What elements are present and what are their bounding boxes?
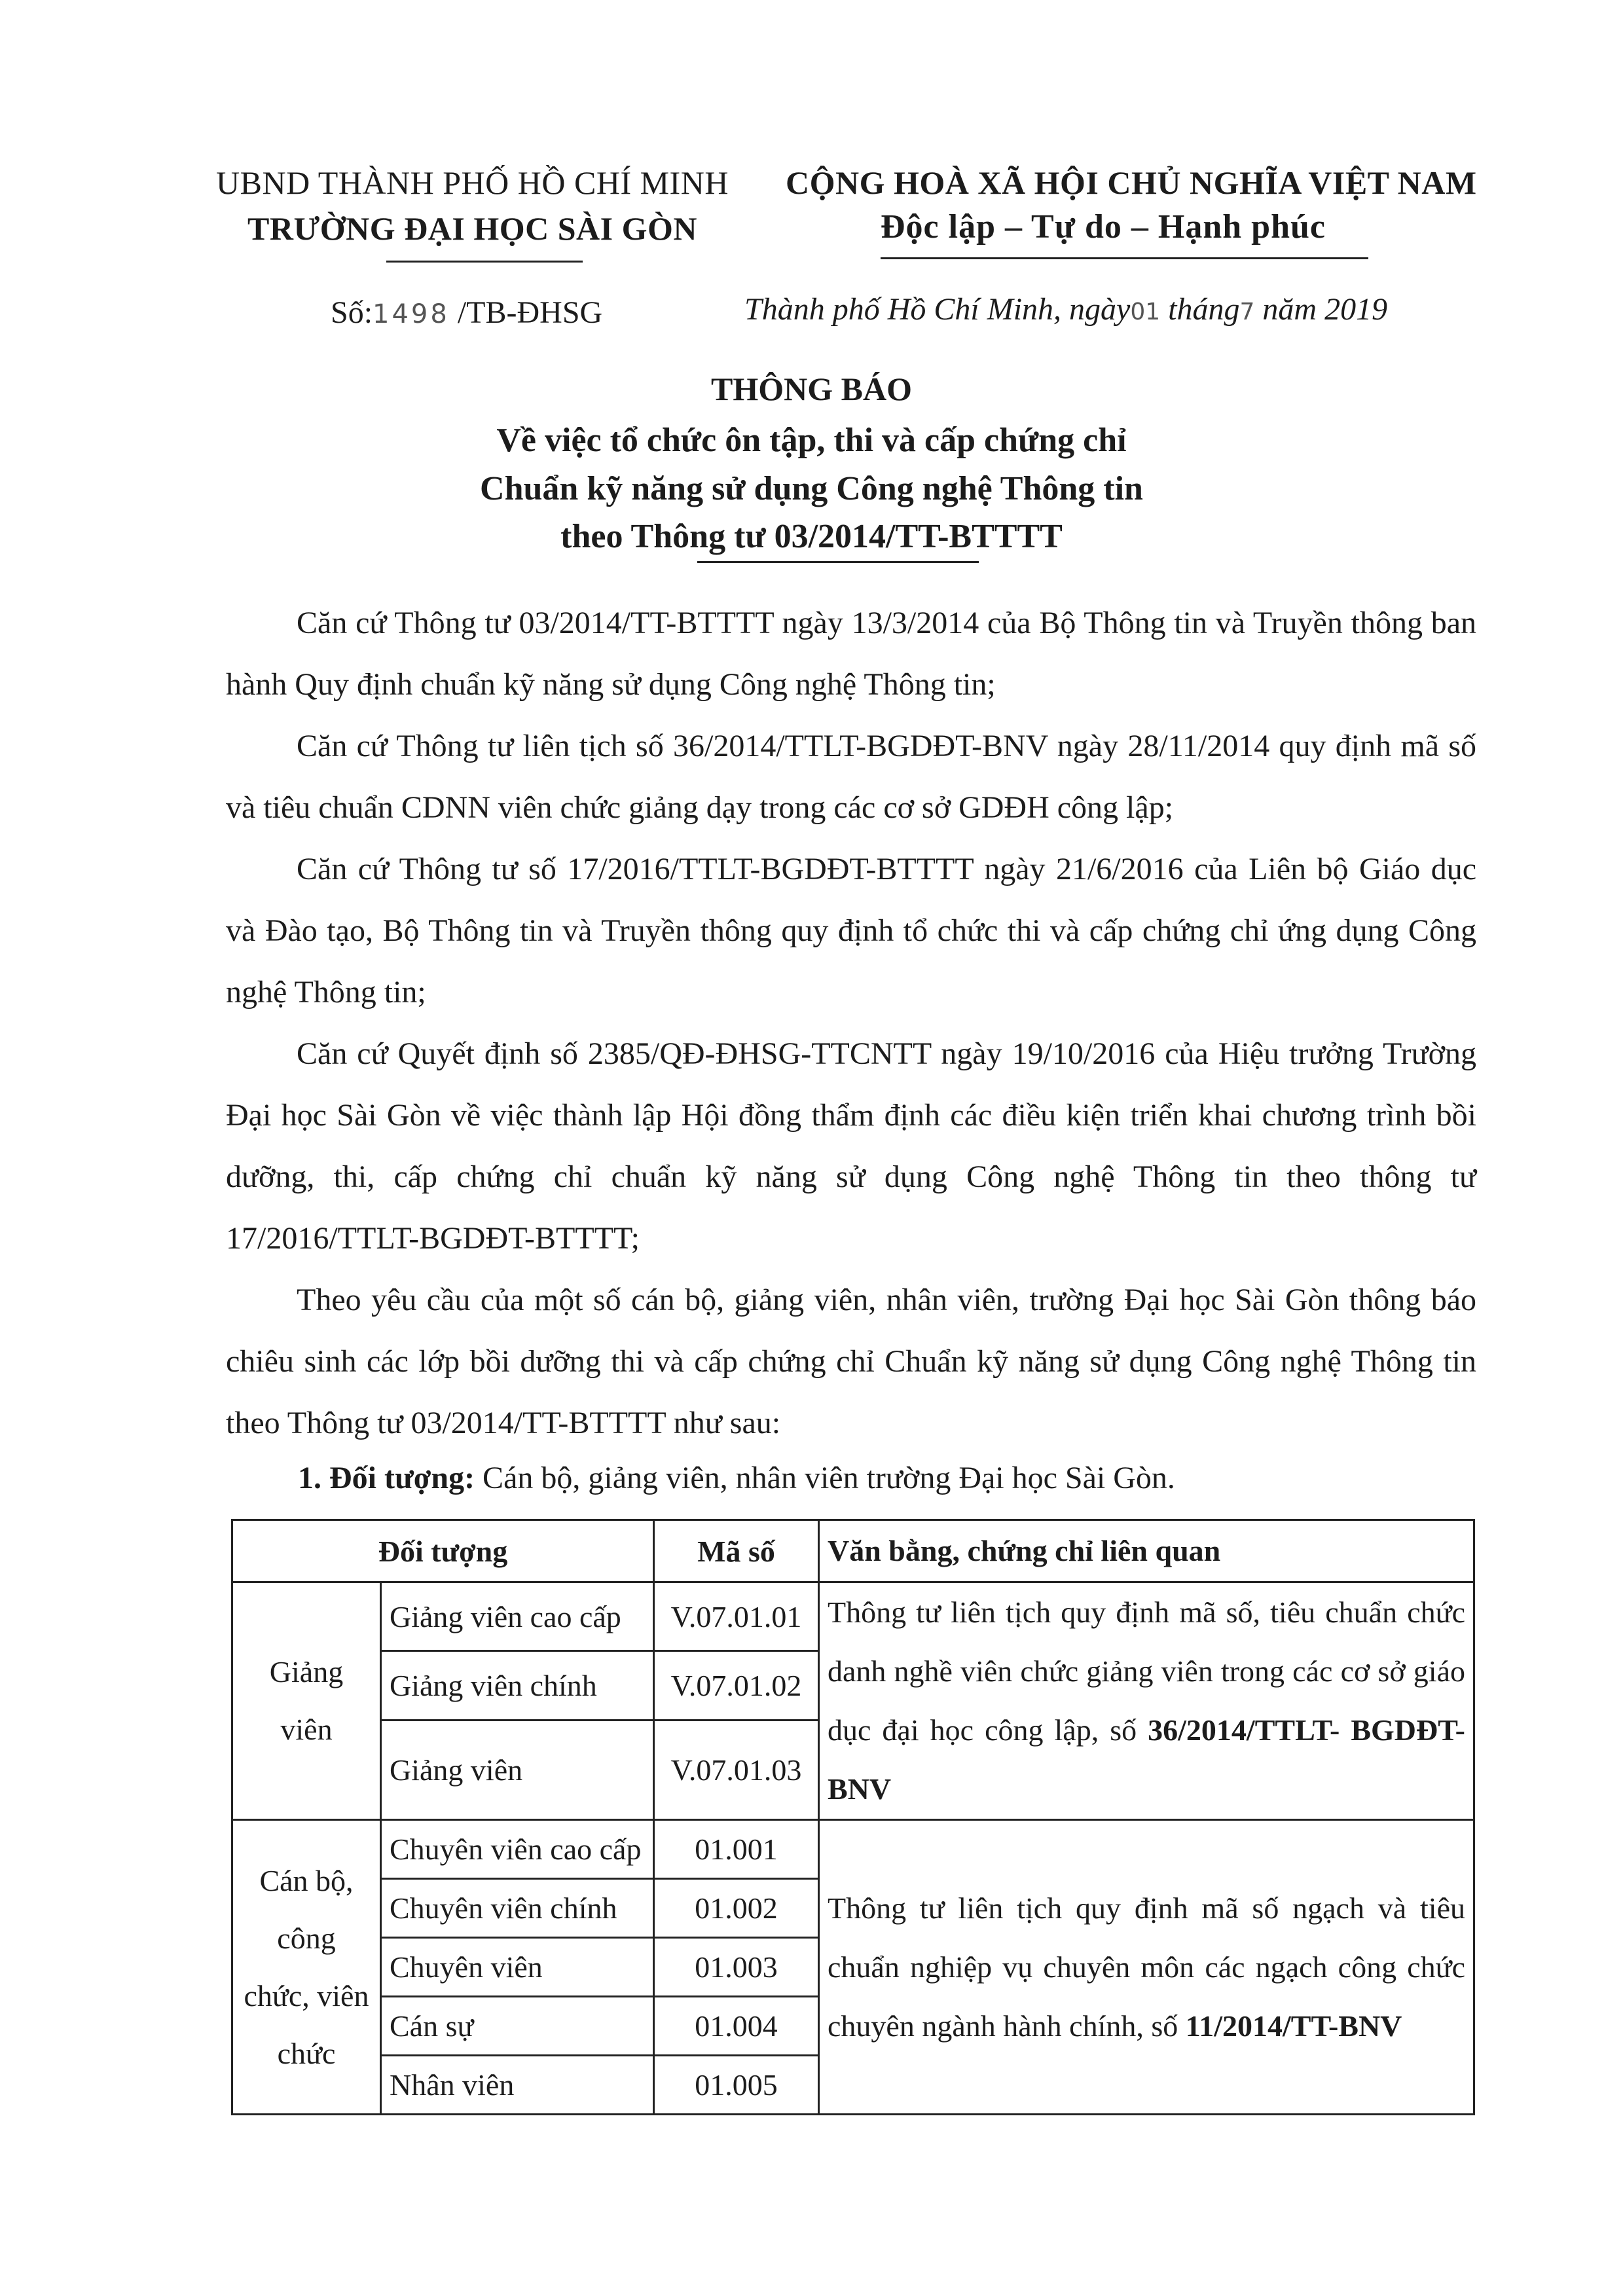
number-suffix: /TB-ĐHSG [449,295,603,330]
group-lecturers: Giảng viên [232,1582,381,1820]
doc-text: Thông tư liên tịch quy định mã số ngạch và tiêu chuẩn nghiệp vụ chuyên môn các ngạch công chức chuyên ngành hành chính, số [828,1891,1465,2043]
row-code: V.07.01.01 [654,1582,819,1651]
doc-text: Thông tư liên tịch quy định mã số, tiêu chuẩn chức danh nghề viên chức giảng viên trong các cơ sở giáo dục đại học công lập, số [828,1595,1465,1747]
row-title: Chuyên viên [381,1938,654,1997]
document-number [331,295,602,331]
table-row [232,1820,1474,1879]
header-code: Mã số [654,1520,819,1582]
row-code: V.07.01.02 [654,1651,819,1720]
table-header-row [232,1520,1474,1582]
date-day: 01 [1130,299,1161,325]
row-title: Giảng viên [381,1720,654,1819]
section-1-label: 1. Đối tượng: [298,1461,475,1495]
notice-subject-line-3: theo Thông tư 03/2014/TT-BTTTT [560,518,1063,555]
row-title: Chuyên viên chính [381,1879,654,1938]
number-prefix: Số: [331,295,373,330]
date-prefix: Thành phố Hồ Chí Minh, ngày [744,292,1131,327]
group-lecturers-doc [819,1582,1474,1820]
title-underline [697,561,979,563]
section-1-text: Cán bộ, giảng viên, nhân viên trường Đại học Sài Gòn. [475,1461,1175,1495]
doc-number: 36/2014/TTLT- BGDĐT-BNV [828,1713,1465,1806]
motto: Độc lập – Tự do – Hạnh phúc [881,208,1326,246]
notice-heading: THÔNG BÁO [711,371,912,407]
paragraph-legal-basis-3: Căn cứ Thông tư số 17/2016/TTLT-BGDĐT-BTTTT ngày 21/6/2016 của Liên bộ Giáo dục và Đào tạo, Bộ Thông tin và Truyền thông quy định tổ chức thi và cấp chứng chỉ ứng dụng Công nghệ Thông tin; [226,852,1476,1010]
row-code: 01.004 [654,1997,819,2056]
notice-subject-line-1: Về việc tổ chức ôn tập, thi và cấp chứng chỉ [496,422,1127,459]
row-title: Giảng viên cao cấp [381,1582,654,1651]
doc-number: 11/2014/TT-BNV [1185,2009,1402,2043]
paragraph-legal-basis-2: Căn cứ Thông tư liên tịch số 36/2014/TTLT-BGDĐT-BNV ngày 28/11/2014 quy định mã số và tiêu chuẩn CDNN viên chức giảng dạy trong các cơ sở GDĐH công lập; [226,729,1476,825]
row-code: 01.005 [654,2056,819,2115]
header-related-docs: Văn bằng, chứng chỉ liên quan [819,1520,1474,1582]
row-code: V.07.01.03 [654,1720,819,1819]
header-right-underline [881,257,1368,259]
subject-table [231,1519,1475,2115]
table-row [232,1582,1474,1651]
date-suffix: năm 2019 [1254,292,1388,327]
school-name: TRƯỜNG ĐẠI HỌC SÀI GÒN [247,210,697,247]
row-code: 01.001 [654,1820,819,1879]
date-month: 7 [1239,299,1255,325]
row-title: Chuyên viên cao cấp [381,1820,654,1879]
group-staff: Cán bộ, công chức, viên chức [232,1820,381,2115]
paragraph-legal-basis-1: Căn cứ Thông tư 03/2014/TT-BTTTT ngày 13/3/2014 của Bộ Thông tin và Truyền thông ban hành Quy định chuẩn kỹ năng sử dụng Công nghệ Thông tin; [226,606,1476,702]
header-left-underline [386,261,583,263]
group-staff-doc [819,1820,1474,2115]
row-title: Nhân viên [381,2056,654,2115]
document-date [744,291,1387,327]
number-handwritten: 1498 [373,299,450,329]
country-name: CỘNG HOÀ XÃ HỘI CHỦ NGHĨA VIỆT NAM [786,164,1477,201]
paragraph-legal-basis-4: Căn cứ Quyết định số 2385/QĐ-ĐHSG-TTCNTT ngày 19/10/2016 của Hiệu trưởng Trường Đại học Sài Gòn về việc thành lập Hội đồng thẩm định các điều kiện triển khai chương trình bồi dưỡng, thi, cấp chứng chỉ chuẩn kỹ năng sử dụng Công nghệ Thông tin theo thông tư 17/2016/TTLT-BGDĐT-BTTTT; [226,1036,1476,1256]
date-mid: tháng [1160,292,1240,327]
paragraph-announcement: Theo yêu cầu của một số cán bộ, giảng viên, nhân viên, trường Đại học Sài Gòn thông báo chiêu sinh các lớp bồi dưỡng thi và cấp chứng chỉ Chuẩn kỹ năng sử dụng Công nghệ Thông tin theo Thông tư 03/2014/TT-BTTTT như sau: [226,1283,1476,1440]
row-title: Giảng viên chính [381,1651,654,1720]
row-code: 01.003 [654,1938,819,1997]
header-subject: Đối tượng [232,1520,654,1582]
agency-name: UBND THÀNH PHỐ HỒ CHÍ MINH [216,164,729,201]
row-code: 01.002 [654,1879,819,1938]
notice-subject-line-2: Chuẩn kỹ năng sử dụng Công nghệ Thông tin [480,470,1143,507]
row-title: Cán sự [381,1997,654,2056]
section-1-heading [298,1460,1175,1496]
